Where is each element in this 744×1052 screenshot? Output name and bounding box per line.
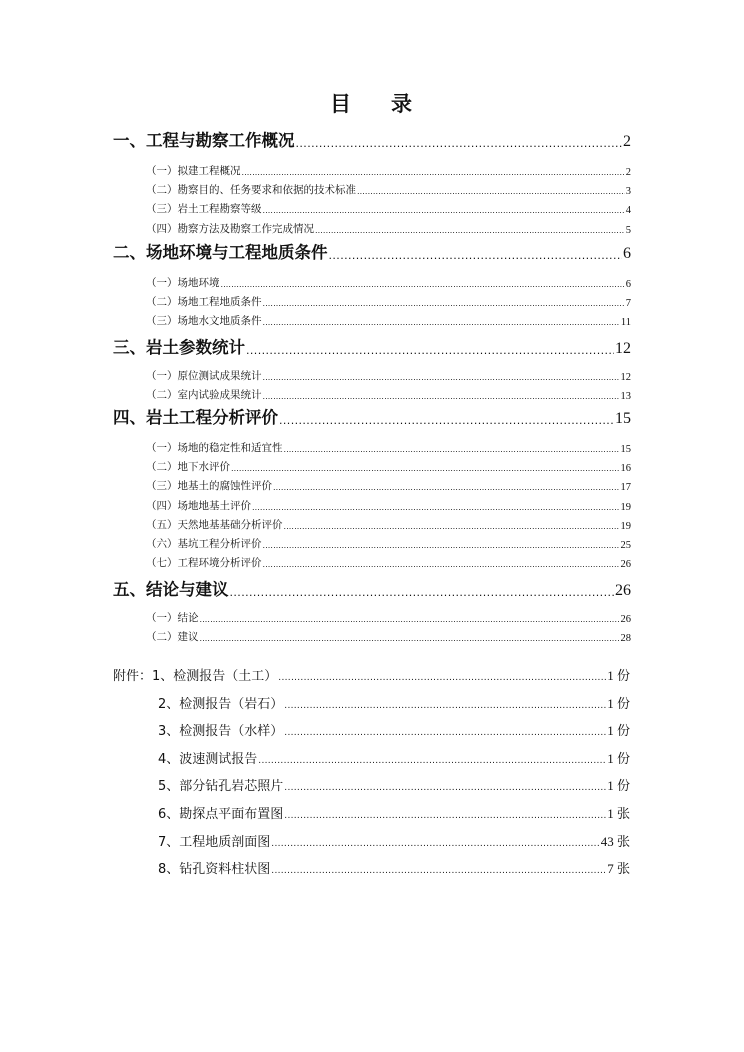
- toc-subsection-label: （七）工程环境分析评价: [146, 557, 262, 569]
- dot-leader: [230, 586, 615, 600]
- attachment-label: 1、检测报告（土工）: [152, 669, 278, 684]
- toc-subsection-page: 19: [620, 521, 631, 532]
- toc-subsection-label: （四）勘察方法及勘察工作完成情况: [146, 223, 314, 235]
- toc-subsection-entry[interactable]: [146, 274, 631, 290]
- attachment-entry[interactable]: [158, 802, 630, 822]
- dot-leader: [284, 445, 620, 455]
- dot-leader: [315, 226, 625, 236]
- attachment-count: 1 张: [607, 806, 630, 821]
- dot-leader: [258, 755, 606, 767]
- dot-leader: [284, 522, 620, 532]
- toc-subsection-entry[interactable]: [146, 220, 631, 236]
- toc-subsection-label: （六）基坑工程分析评价: [146, 538, 262, 550]
- toc-subsection-label: （二）地下水评价: [146, 461, 230, 473]
- toc-section-label: 四、岩土工程分析评价: [113, 408, 278, 427]
- toc-title: [0, 88, 744, 118]
- toc-subsection-label: （一）场地环境: [146, 277, 220, 289]
- attachment-count: 7 张: [607, 861, 630, 876]
- dot-leader: [263, 206, 625, 216]
- toc-title-part1: 目: [330, 92, 353, 116]
- toc-section-label: 五、结论与建议: [113, 580, 229, 599]
- toc-subsection-entry[interactable]: [146, 367, 631, 383]
- dot-leader: [263, 560, 620, 570]
- toc-subsection-page: 19: [620, 502, 631, 513]
- toc-subsection-entry[interactable]: [146, 609, 631, 625]
- toc-title-part2: 录: [391, 92, 414, 116]
- attachment-label: 6、勘探点平面布置图: [158, 807, 284, 822]
- toc-subsection-entry[interactable]: [146, 535, 631, 551]
- toc-subsection-label: （五）天然地基基础分析评价: [146, 519, 283, 531]
- dot-leader: [278, 672, 606, 684]
- toc-section-entry[interactable]: [113, 334, 631, 358]
- attachment-entry[interactable]: [158, 719, 630, 739]
- toc-subsection-label: （一）拟建工程概况: [146, 165, 241, 177]
- toc-section-page: 2: [623, 133, 631, 150]
- toc-section-page: 26: [615, 582, 631, 599]
- toc-subsection-label: （三）场地水文地质条件: [146, 315, 262, 327]
- toc-subsection-page: 12: [620, 372, 631, 383]
- toc-section-page: 12: [615, 340, 631, 357]
- dot-leader: [263, 318, 620, 328]
- dot-leader: [252, 503, 620, 513]
- attachment-entry[interactable]: [158, 774, 630, 794]
- toc-subsection-page: 13: [620, 391, 631, 402]
- attachment-entry[interactable]: [158, 830, 630, 850]
- toc-subsection-entry[interactable]: [146, 628, 631, 644]
- toc-subsection-page: 16: [620, 463, 631, 474]
- toc-subsection-entry[interactable]: [146, 200, 631, 216]
- toc-subsection-page: 26: [620, 614, 631, 625]
- toc-subsection-entry[interactable]: [146, 439, 631, 455]
- toc-subsection-label: （二）场地工程地质条件: [146, 296, 262, 308]
- dot-leader: [271, 838, 599, 850]
- toc-section-page: 15: [615, 410, 631, 427]
- dot-leader: [284, 782, 606, 794]
- dot-leader: [246, 344, 614, 358]
- dot-leader: [284, 810, 606, 822]
- attachment-label: 2、检测报告（岩石）: [158, 697, 284, 712]
- dot-leader: [329, 249, 623, 263]
- toc-section-page: 6: [623, 245, 631, 262]
- attachment-count: 1 份: [607, 723, 630, 738]
- toc-subsection-page: 3: [625, 186, 631, 197]
- attachment-label: 5、部分钻孔岩芯照片: [158, 779, 284, 794]
- toc-section-label: 一、工程与勘察工作概况: [113, 131, 295, 150]
- toc-subsection-entry[interactable]: [146, 477, 631, 493]
- attachment-label: 4、波速测试报告: [158, 752, 258, 767]
- toc-section-label: 二、场地环境与工程地质条件: [113, 243, 328, 262]
- dot-leader: [263, 541, 620, 551]
- dot-leader: [263, 392, 620, 402]
- attachment-entry[interactable]: [158, 747, 630, 767]
- toc-subsection-entry[interactable]: [146, 516, 631, 532]
- toc-subsection-page: 26: [620, 559, 631, 570]
- dot-leader: [221, 280, 625, 290]
- dot-leader: [284, 727, 606, 739]
- toc-subsection-page: 11: [620, 317, 631, 328]
- toc-subsection-label: （一）结论: [146, 612, 199, 624]
- toc-subsection-page: 7: [625, 298, 631, 309]
- toc-subsection-page: 28: [620, 633, 631, 644]
- toc-subsection-entry[interactable]: [146, 162, 631, 178]
- toc-section-entry[interactable]: [113, 127, 631, 151]
- toc-section-label: 三、岩土参数统计: [113, 338, 245, 357]
- attachment-label: 8、钻孔资料柱状图: [158, 862, 271, 877]
- dot-leader: [242, 168, 625, 178]
- toc-section-entry[interactable]: [113, 239, 631, 263]
- toc-subsection-label: （二）勘察目的、任务要求和依据的技术标准: [146, 184, 356, 196]
- toc-subsection-label: （二）建议: [146, 631, 199, 643]
- attachment-entry[interactable]: [158, 857, 630, 877]
- toc-subsection-entry[interactable]: [146, 386, 631, 402]
- toc-subsection-label: （三）地基土的腐蚀性评价: [146, 480, 272, 492]
- toc-subsection-entry[interactable]: [146, 554, 631, 570]
- toc-subsection-page: 5: [625, 225, 631, 236]
- attachment-count: 43 张: [600, 834, 630, 849]
- toc-subsection-page: 2: [625, 167, 631, 178]
- dot-leader: [296, 137, 623, 151]
- toc-subsection-entry[interactable]: [146, 293, 631, 309]
- toc-section-entry[interactable]: [113, 576, 631, 600]
- attachment-count: 1 份: [607, 696, 630, 711]
- toc-subsection-page: 6: [625, 279, 631, 290]
- toc-subsection-entry[interactable]: [146, 312, 631, 328]
- attachment-label: 7、工程地质剖面图: [158, 835, 271, 850]
- toc-subsection-entry[interactable]: [146, 181, 631, 197]
- dot-leader: [357, 187, 625, 197]
- attachments-prefix: 附件：: [113, 669, 153, 684]
- attachment-count: 1 份: [607, 778, 630, 793]
- attachment-entry[interactable]: [113, 664, 630, 684]
- toc-section-entry[interactable]: [113, 404, 631, 428]
- attachment-label: 3、检测报告（水样）: [158, 724, 284, 739]
- toc-subsection-page: 4: [625, 205, 631, 216]
- dot-leader: [279, 414, 614, 428]
- attachment-count: 1 份: [607, 668, 630, 683]
- toc-subsection-entry[interactable]: [146, 497, 631, 513]
- dot-leader: [273, 483, 620, 493]
- dot-leader: [263, 299, 625, 309]
- attachment-count: 1 份: [607, 751, 630, 766]
- dot-leader: [263, 373, 620, 383]
- toc-subsection-label: （一）原位测试成果统计: [146, 370, 262, 382]
- toc-subsection-label: （四）场地地基土评价: [146, 500, 251, 512]
- toc-subsection-label: （一）场地的稳定性和适宜性: [146, 442, 283, 454]
- toc-subsection-label: （二）室内试验成果统计: [146, 389, 262, 401]
- attachment-entry[interactable]: [158, 692, 630, 712]
- toc-subsection-page: 25: [620, 540, 631, 551]
- dot-leader: [200, 634, 620, 644]
- dot-leader: [271, 865, 606, 877]
- toc-subsection-entry[interactable]: [146, 458, 631, 474]
- toc-subsection-label: （三）岩土工程勘察等级: [146, 203, 262, 215]
- toc-subsection-page: 17: [620, 482, 631, 493]
- dot-leader: [231, 464, 620, 474]
- dot-leader: [284, 700, 606, 712]
- dot-leader: [200, 615, 620, 625]
- toc-subsection-page: 15: [620, 444, 631, 455]
